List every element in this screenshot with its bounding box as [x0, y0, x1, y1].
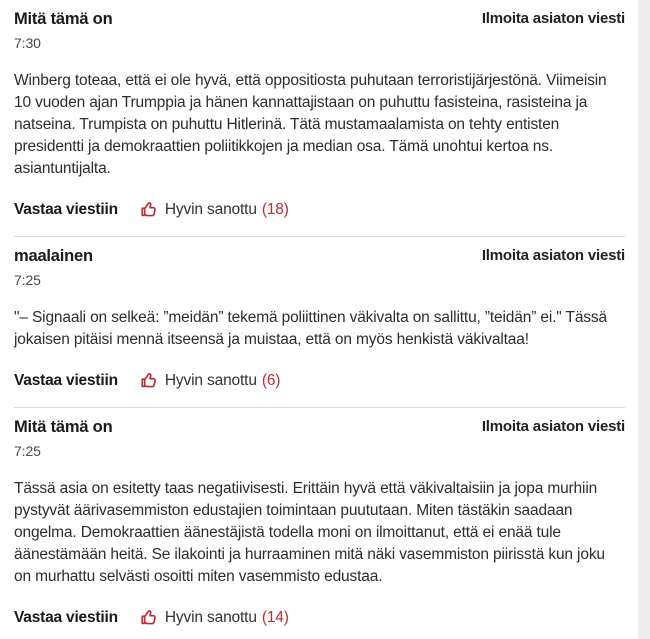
reply-link[interactable]: Vastaa viestiin: [14, 609, 118, 626]
comment-author: Mitä tämä on: [14, 10, 113, 28]
comment-author: maalainen: [14, 247, 93, 265]
like-count: (14): [261, 609, 289, 626]
reply-link[interactable]: Vastaa viestiin: [14, 372, 118, 389]
comment-header: [14, 9, 625, 29]
like-label: Hyvin sanottu: [164, 372, 257, 389]
like-button[interactable]: [140, 201, 289, 219]
thumbs-up-icon: [140, 200, 158, 218]
comment-item: [14, 0, 625, 237]
comment-author: Mitä tämä on: [14, 418, 113, 436]
comment-actions: [14, 201, 625, 219]
comment-header: [14, 417, 625, 437]
like-button[interactable]: [140, 372, 280, 390]
report-abuse-link[interactable]: Ilmoita asiaton viesti: [481, 247, 625, 264]
like-label: Hyvin sanottu: [164, 609, 257, 626]
comment-body: Tässä asia on esitetty taas negatiivisesti. Erittäin hyvä että väkivaltaisiin ja jopa murhiin pystyvät äärivasemmiston edustajien toimintaan puututaan. Miten tästäkin saadaan ongelma. Demokraattien äänestäjistä todella moni on ilmoittanut, että ei enää tule äänestämään heitä. Se ilakointi ja hurraaminen mitä näki vasemmiston piirisstä kun joku on murhattu selvästi osoitti miten vasemmisto edustaa.: [14, 480, 605, 585]
page-gutter: [638, 0, 650, 639]
comment-item: [14, 237, 625, 408]
like-label: Hyvin sanottu: [164, 201, 257, 218]
comment-actions: [14, 372, 625, 390]
report-abuse-link[interactable]: Ilmoita asiaton viesti: [481, 418, 625, 435]
reply-link[interactable]: Vastaa viestiin: [14, 201, 118, 218]
like-count: (6): [261, 372, 281, 389]
comment-timestamp: 7:25: [14, 443, 41, 459]
comment-header: [14, 246, 625, 266]
like-count: (18): [261, 201, 289, 218]
comment-actions: [14, 609, 625, 627]
comment-timestamp: 7:25: [14, 272, 41, 288]
comment-body: "– Signaali on selkeä: ”meidän” tekemä poliittinen väkivalta on sallittu, ”teidän” ei." Tässä jokaisen pitäisi mennä itseensä ja muistaa, että on myös henkistä väkivaltaa!: [14, 309, 607, 348]
report-abuse-link[interactable]: Ilmoita asiaton viesti: [481, 10, 625, 27]
comment-timestamp: 7:30: [14, 35, 41, 51]
thumbs-up-icon: [140, 371, 158, 389]
comment-body: Winberg toteaa, että ei ole hyvä, että oppositiosta puhutaan terroristijärjestönä. Viimeisin 10 vuoden ajan Trumppia ja hänen kannattajistaan on puhuttu fasisteina, rasisteina ja natseina. Trumpista on puhuttu Hitlerinä. Tätä mustamaalamista on tehty entisten presidentti ja demokraattien poliitikkojen ja median osa. Tämä unohtui kertoa ns. asiantuntijalta.: [14, 72, 607, 177]
comment-item: [14, 408, 625, 639]
like-button[interactable]: [140, 609, 289, 627]
thumbs-up-icon: [140, 608, 158, 626]
